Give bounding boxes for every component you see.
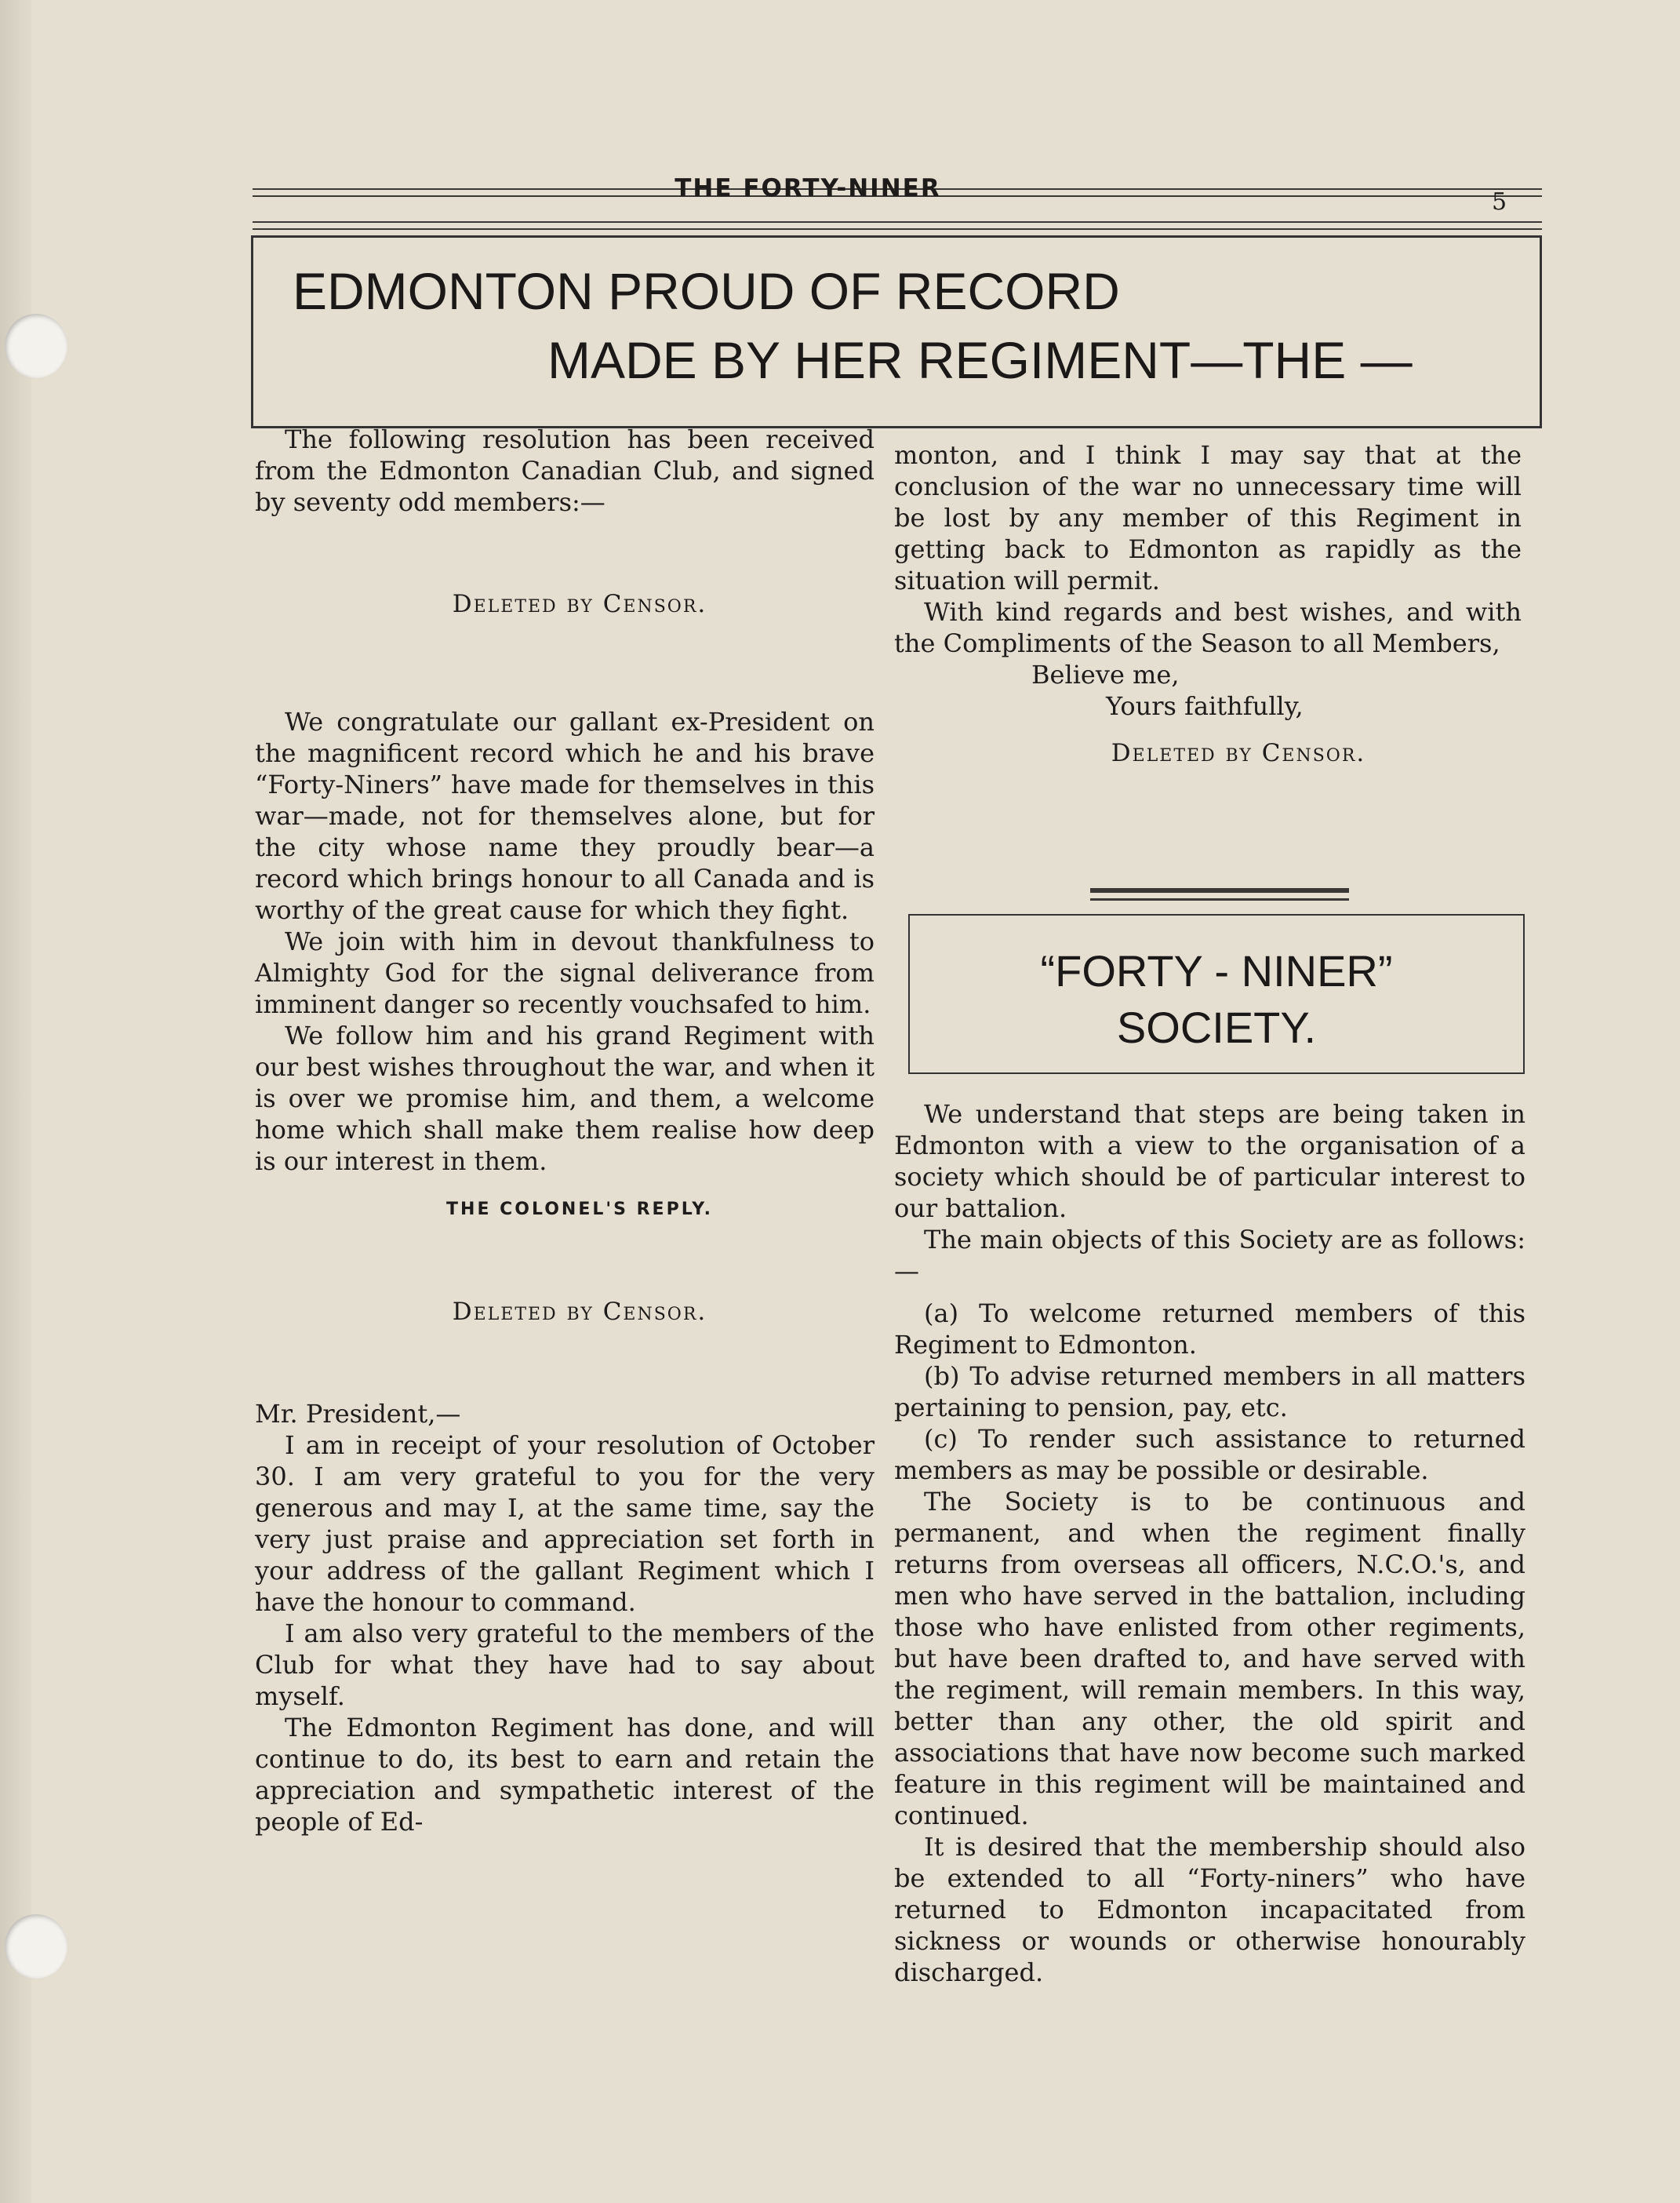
reply-heading: THE COLONEL'S REPLY. [446,1200,713,1219]
society-title-line-2: SOCIETY. [1116,1003,1317,1052]
believe-me: Believe me, [1031,660,1180,690]
right-column [894,439,1522,769]
yours-faithfully: Yours faithfully, [1106,691,1304,721]
reply-closing: With kind regards and best wishes, and with the Compliments of the Season to all Members, [894,597,1522,658]
society-paragraph: The main objects of this Society are as follows:— [894,1225,1525,1286]
society-title-line-1: “FORTY - NINER” [1040,946,1393,996]
society-paragraph: It is desired that the membership should also be extended to all “Forty-niners” who have returned to Edmonton incapacitated from sickness or wounds or otherwise honourably discharged. [894,1832,1525,1987]
binding-hole [5,1914,67,1979]
section-separator [1090,898,1349,901]
censor-notice: Deleted by Censor. [452,1298,707,1326]
header-rule [253,221,1542,223]
intro-paragraph: The following resolution has been received from the Edmonton Canadian Club, and signed by seventy odd members:— [255,424,875,517]
reply-paragraph: I am also very grateful to the members of the Club for what they have had to say about myself. [255,1619,875,1711]
society-paragraph: The Society is to be continuous and permanent, and when the regiment finally returns from overseas all officers, N.C.O.'s, and men who have served in the battalion, including those who have enlisted from other regiments, but have been drafted to, and have served with the regiment, will remain members. In this way, better than any other, the old spirit and associations that have now become such marked feature in this regiment will be maintained and continued. [894,1487,1525,1830]
headline-box [251,235,1542,428]
page-number: 5 [1492,188,1507,216]
resolution-paragraph: We join with him in devout thankfulness to Almighty God for the signal deliverance from imminent danger so recently vouchsafed to him. [255,927,875,1019]
salutation: Mr. President,— [255,1399,461,1429]
reply-paragraph: The Edmonton Regiment has done, and will continue to do, its best to earn and retain the appreciation and sympathetic interest of the people of Ed- [255,1713,875,1837]
left-column [255,424,875,1837]
header-rule [253,228,1542,230]
resolution-paragraph: We congratulate our gallant ex-President on the magnificent record which he and his brave “Forty-Niners” have made for themselves in this war—made, not for themselves alone, but for the city whose name they proudly bear—a record which brings honour to all Canada and is worthy of the great cause for which they fight. [255,707,875,925]
headline-line-2: MADE BY HER REGIMENT—THE — [547,331,1413,389]
reply-continuation: monton, and I think I may say that at the conclusion of the war no unnecessary time will be lost by any member of this Regiment in getting back to Edmonton as rapidly as the situation will permit. [894,440,1522,595]
binding-hole [5,314,67,378]
reply-paragraph: I am in receipt of your resolution of October 30. I am very grateful to you for the very generous and may I, at the same time, say the very just praise and appreciation set forth in your address of the gallant Regiment which I have the honour to command. [255,1430,875,1617]
society-paragraph: We understand that steps are being taken in Edmonton with a view to the organisation of a society which should be of particular interest to our battalion. [894,1099,1525,1223]
society-object: (c) To render such assistance to returned members as may be possible or desirable. [894,1424,1525,1485]
society-column [894,1098,1525,1988]
headline-line-1: EDMONTON PROUD OF RECORD [293,262,1120,320]
censor-notice: Deleted by Censor. [452,590,707,618]
censor-notice: Deleted by Censor. [1111,739,1366,767]
society-object: (a) To welcome returned members of this Regiment to Edmonton. [894,1298,1525,1360]
section-separator [1090,888,1349,893]
society-title-box [908,914,1525,1074]
society-object: (b) To advise returned members in all matters pertaining to pension, pay, etc. [894,1361,1525,1422]
resolution-paragraph: We follow him and his grand Regiment with our best wishes throughout the war, and when it is over we promise him, and them, a welcome home which shall make them realise how deep is our interest in them. [255,1021,875,1176]
running-title: THE FORTY-NINER [675,174,941,202]
